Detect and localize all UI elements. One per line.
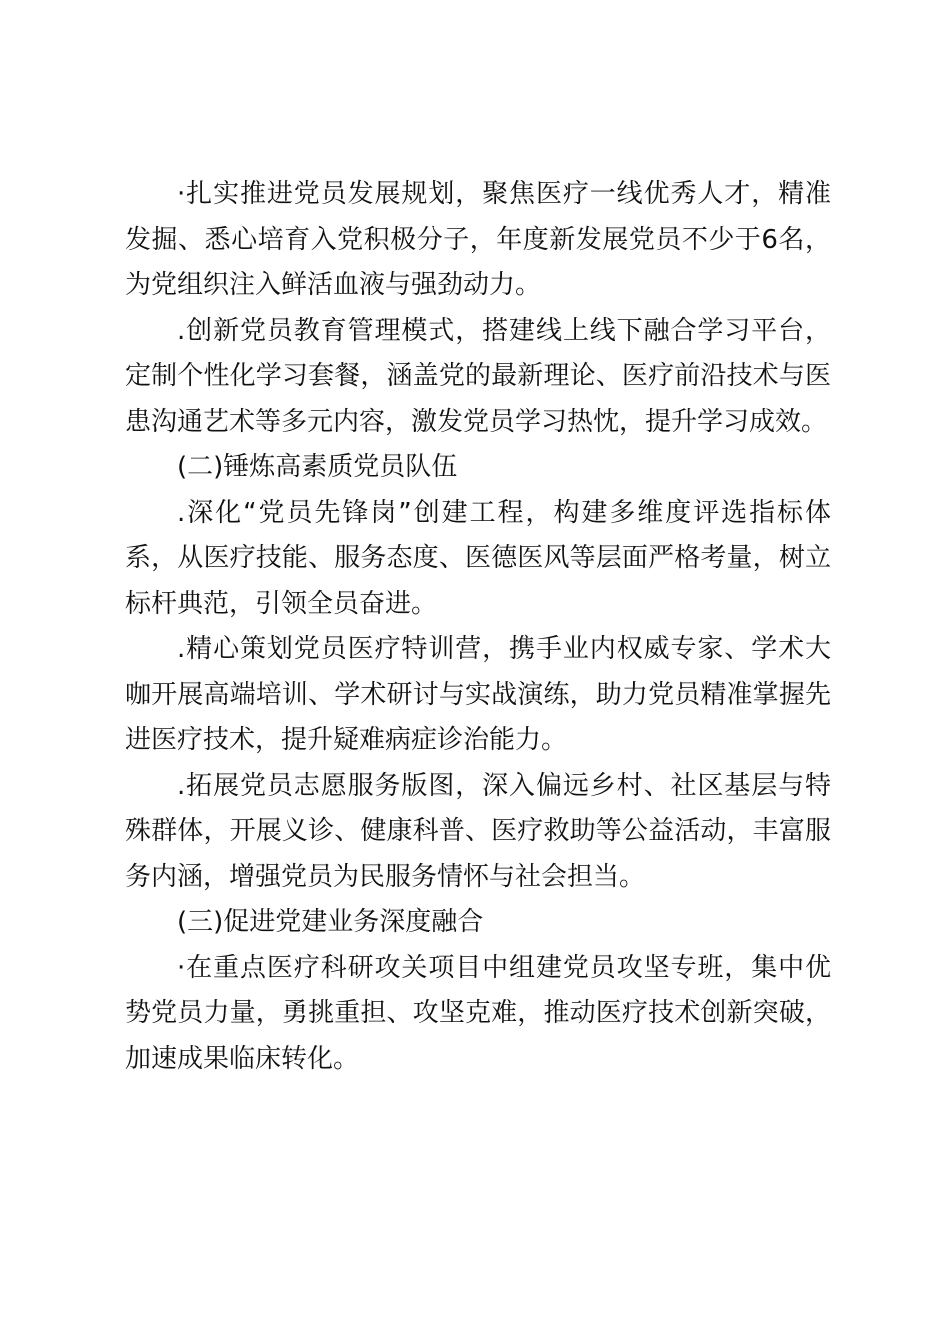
document-body (125, 172, 831, 1082)
section-heading-3: (三)促进党建业务深度融合 (177, 907, 484, 937)
paragraph-pioneer-post: .深化“党员先锋岗”创建工程，构建多维度评选指标体系，从医疗技能、服务态度、医德医风等层面严格考量，树立标杆典范，引领全员奋进。 (125, 497, 831, 619)
paragraph-education-model: .创新党员教育管理模式，搭建线上线下融合学习平台，定制个性化学习套餐，涵盖党的最新理论、医疗前沿技术与医患沟通艺术等多元内容，激发党员学习热忱，提升学习成效。 (125, 315, 831, 437)
paragraph-training-camp: .精心策划党员医疗特训营，携手业内权威专家、学术大咖开展高端培训、学术研讨与实战演练，助力党员精准掌握先进医疗技术，提升疑难病症诊治能力。 (125, 634, 831, 755)
section-heading-2: (二)锤炼高素质党员队伍 (177, 452, 458, 482)
paragraph-research-team: ·在重点医疗科研攻关项目中组建党员攻坚专班，集中优势党员力量，勇挑重担、攻坚克难，推动医疗技术创新突破，加速成果临床转化。 (125, 952, 831, 1074)
paragraph-member-development: ·扎实推进党员发展规划，聚焦医疗一线优秀人才，精准发掘、悉心培育入党积极分子，年度新发展党员不少于6名，为党组织注入鲜活血液与强劲动力。 (125, 179, 831, 300)
paragraph-volunteer-service: .拓展党员志愿服务版图，深入偏远乡村、社区基层与特殊群体，开展义诊、健康科普、医疗救助等公益活动，丰富服务内涵，增强党员为民服务情怀与社会担当。 (125, 770, 831, 892)
